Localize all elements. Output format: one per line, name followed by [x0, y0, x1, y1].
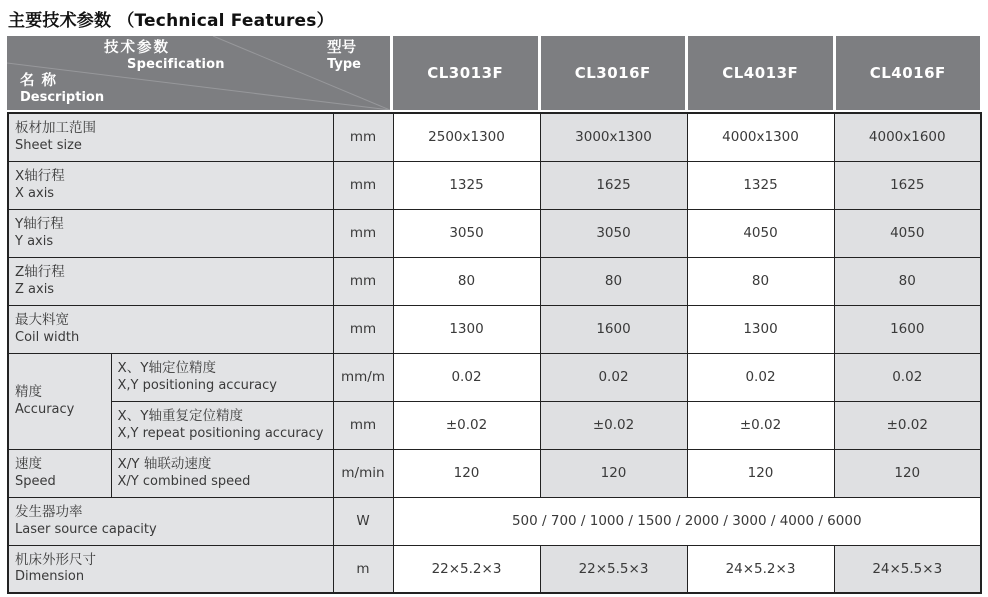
row-label [8, 545, 333, 593]
table-row-repeat-accuracy [8, 401, 981, 449]
unit-cell: mm [333, 257, 393, 305]
value-cell: 120 [540, 449, 687, 497]
row-label-en: Y axis [15, 233, 54, 249]
value-cell: 4050 [834, 209, 981, 257]
row-label-en: Dimension [15, 569, 85, 585]
value-cell: ±0.02 [834, 401, 981, 449]
value-cell: 1625 [834, 161, 981, 209]
table-row-sheet-size [8, 113, 981, 161]
row-label-en: X,Y repeat positioning accuracy [117, 425, 324, 441]
value-cell: 3000x1300 [540, 113, 687, 161]
header-type-label [327, 40, 361, 73]
table-row-speed [8, 449, 981, 497]
value-cell: 0.02 [540, 353, 687, 401]
unit-cell: m [333, 545, 393, 593]
row-sublabel [111, 353, 333, 401]
value-cell: 80 [393, 257, 540, 305]
value-cell: 1600 [834, 305, 981, 353]
row-sublabel [111, 401, 333, 449]
header-corner-cell [7, 36, 390, 110]
value-cell: 2500x1300 [393, 113, 540, 161]
type-label-zh: 型号 [327, 40, 357, 56]
value-cell: 4050 [687, 209, 834, 257]
model-header-cl4013f: CL4013F [688, 36, 833, 110]
table-row-dimension [8, 545, 981, 593]
group-label-en: Speed [15, 473, 56, 489]
row-label [8, 113, 333, 161]
value-cell: ±0.02 [540, 401, 687, 449]
page-title: 主要技术参数 （Technical Features） [8, 11, 334, 31]
row-label [8, 161, 333, 209]
value-cell: 1625 [540, 161, 687, 209]
spec-table-body [7, 112, 982, 594]
unit-cell: mm [333, 305, 393, 353]
value-cell: 1325 [393, 161, 540, 209]
value-cell: 120 [834, 449, 981, 497]
group-label-speed [8, 449, 111, 497]
row-label-en: X,Y positioning accuracy [117, 377, 277, 393]
row-label-zh: Y轴行程 [15, 216, 64, 233]
value-cell: 24×5.5×3 [834, 545, 981, 593]
value-cell: 1325 [687, 161, 834, 209]
table-row-coil-width [8, 305, 981, 353]
row-label [8, 305, 333, 353]
technical-spec-table [7, 36, 980, 594]
value-cell: 0.02 [687, 353, 834, 401]
value-cell: 1300 [393, 305, 540, 353]
group-label-zh: 速度 [15, 456, 42, 473]
unit-cell: mm [333, 401, 393, 449]
header-specification-label [104, 40, 225, 73]
row-label-en: Sheet size [15, 137, 82, 153]
value-cell: 4000x1600 [834, 113, 981, 161]
value-cell: 80 [834, 257, 981, 305]
value-cell: 3050 [540, 209, 687, 257]
value-cell: 80 [687, 257, 834, 305]
value-cell: ±0.02 [393, 401, 540, 449]
unit-cell: W [333, 497, 393, 545]
unit-cell: m/min [333, 449, 393, 497]
table-row-y-axis [8, 209, 981, 257]
row-label-zh: 板材加工范围 [15, 120, 96, 137]
merged-value-cell: 500 / 700 / 1000 / 1500 / 2000 / 3000 / 4000 / 6000 [393, 497, 981, 545]
row-label-zh: X/Y 轴联动速度 [117, 456, 212, 473]
row-sublabel [111, 449, 333, 497]
table-row-z-axis [8, 257, 981, 305]
row-label-zh: X轴行程 [15, 168, 65, 185]
model-header-cl3013f: CL3013F [393, 36, 538, 110]
row-label-en: X axis [15, 185, 55, 201]
unit-cell: mm/m [333, 353, 393, 401]
row-label [8, 257, 333, 305]
table-row-laser-source [8, 497, 981, 545]
value-cell: 22×5.5×3 [540, 545, 687, 593]
unit-cell: mm [333, 209, 393, 257]
description-label-zh: 名 称 [20, 73, 58, 90]
value-cell: 0.02 [393, 353, 540, 401]
model-header-cl4016f: CL4016F [836, 36, 981, 110]
table-row-x-axis [8, 161, 981, 209]
group-label-accuracy [8, 353, 111, 449]
row-label-zh: 机床外形尺寸 [15, 551, 96, 568]
specification-label-zh: 技术参数 [104, 40, 170, 56]
specification-label-en: Specification [127, 57, 225, 73]
group-label-zh: 精度 [15, 384, 42, 401]
value-cell: 3050 [393, 209, 540, 257]
row-label-en: Coil width [15, 329, 80, 345]
description-label-en: Description [20, 90, 105, 106]
row-label-en: Laser source capacity [15, 521, 157, 537]
table-header-row [7, 36, 980, 110]
value-cell: 1300 [687, 305, 834, 353]
group-label-en: Accuracy [15, 401, 75, 417]
value-cell: 1600 [540, 305, 687, 353]
table-row-positioning-accuracy [8, 353, 981, 401]
type-label-en: Type [327, 57, 361, 73]
value-cell: 0.02 [834, 353, 981, 401]
row-label-en: X/Y combined speed [117, 473, 251, 489]
value-cell: 4000x1300 [687, 113, 834, 161]
row-label-zh: Z轴行程 [15, 264, 65, 281]
row-label-en: Z axis [15, 281, 55, 297]
row-label-zh: 最大料宽 [15, 312, 69, 329]
row-label-zh: 发生器功率 [15, 504, 83, 521]
value-cell: 24×5.2×3 [687, 545, 834, 593]
row-label [8, 209, 333, 257]
unit-cell: mm [333, 113, 393, 161]
value-cell: 22×5.2×3 [393, 545, 540, 593]
unit-cell: mm [333, 161, 393, 209]
row-label-zh: X、Y轴重复定位精度 [117, 408, 243, 425]
row-label [8, 497, 333, 545]
value-cell: 120 [393, 449, 540, 497]
value-cell: 80 [540, 257, 687, 305]
value-cell: 120 [687, 449, 834, 497]
row-label-zh: X、Y轴定位精度 [117, 360, 216, 377]
header-description-label [20, 73, 104, 106]
value-cell: ±0.02 [687, 401, 834, 449]
model-header-cl3016f: CL3016F [541, 36, 686, 110]
